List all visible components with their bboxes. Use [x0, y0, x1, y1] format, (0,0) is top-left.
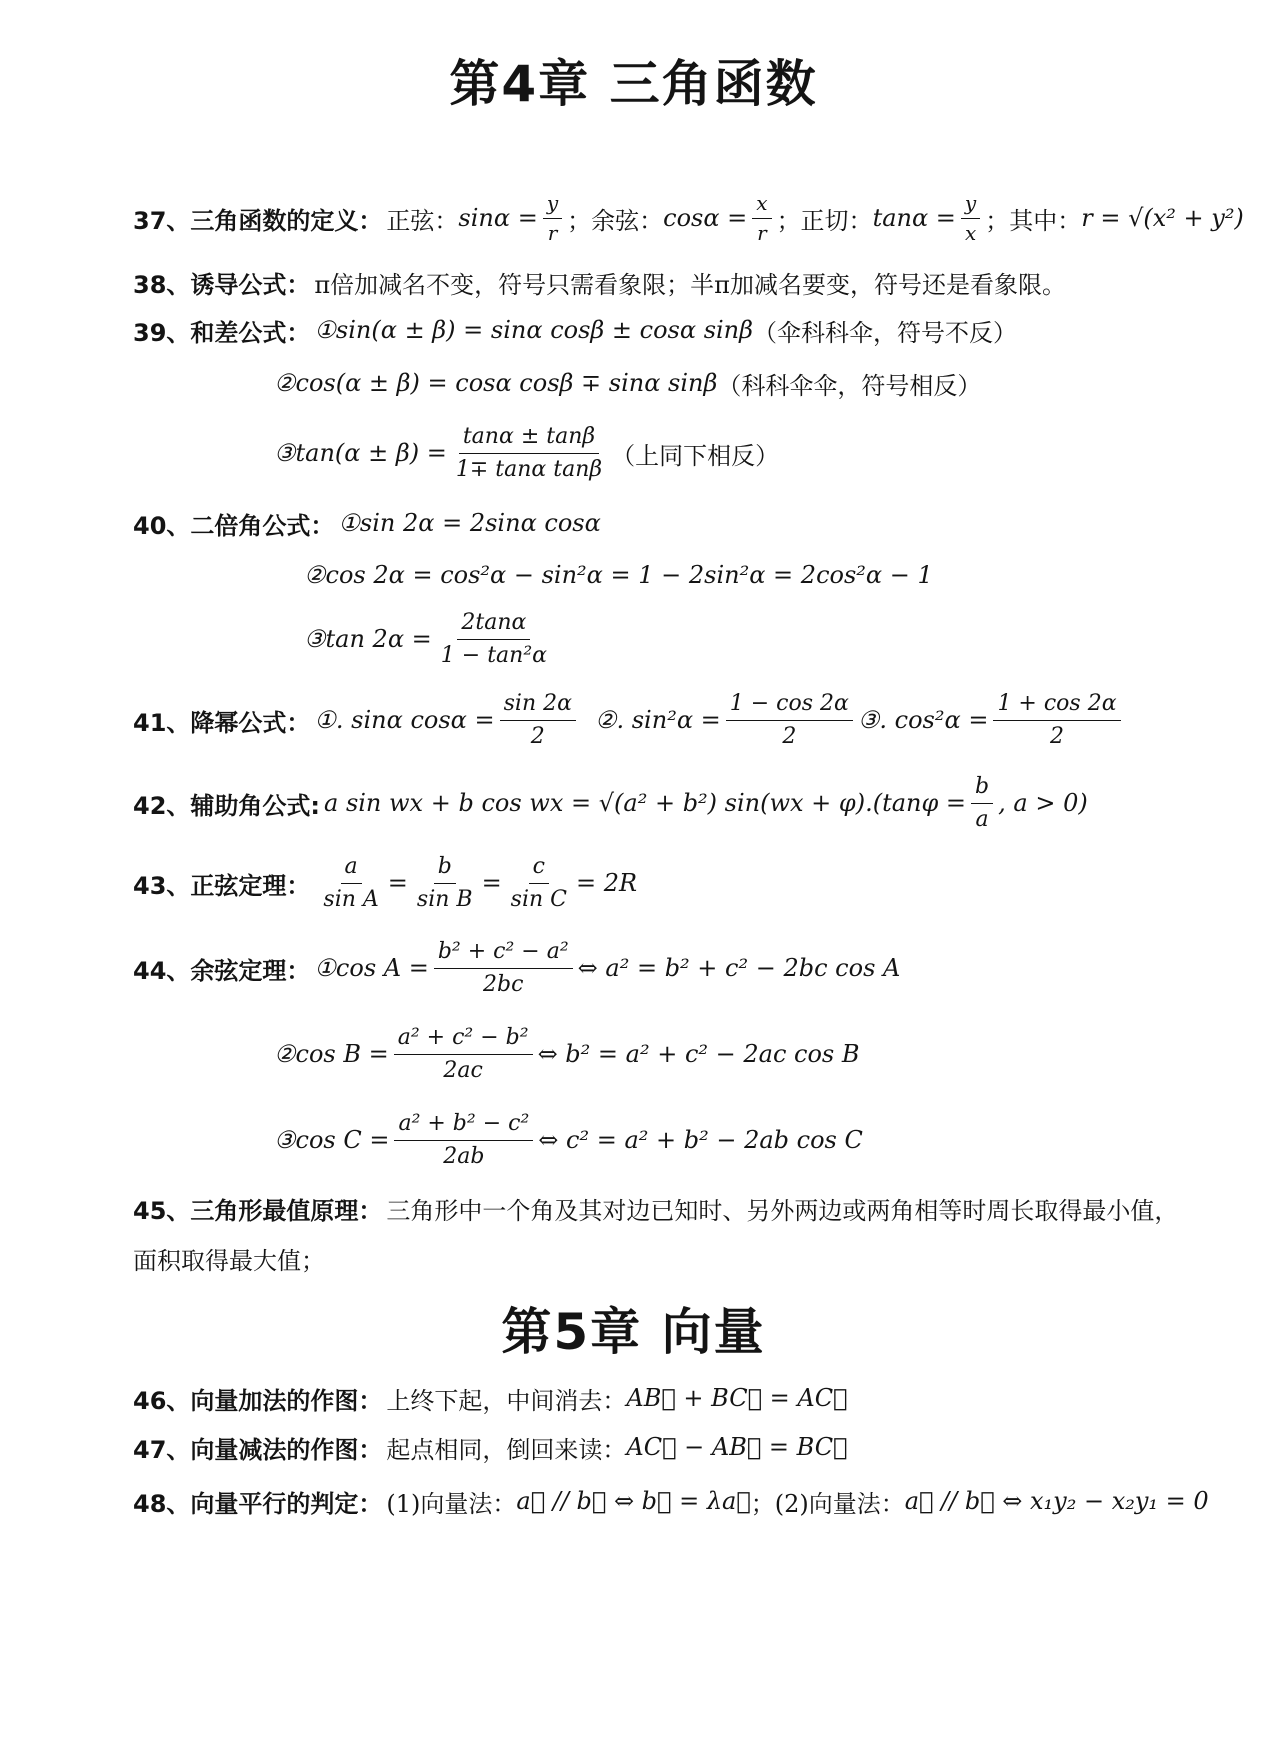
vector-subtraction: AC⃗ − AB⃗ = BC⃗	[626, 1433, 848, 1461]
vector-addition: AB⃗ + BC⃗ = AC⃗	[626, 1384, 848, 1412]
formula-43-label: 43、正弦定理：	[133, 871, 311, 900]
parallel-method-1: a⃗ // b⃗ ⇔ b⃗ = λa⃗	[516, 1487, 751, 1515]
reduce-2-lhs: ②. sin²α =	[594, 706, 721, 734]
sum-tangent-note: （上同下相反）	[611, 441, 780, 470]
cosine-fraction: $\frac{x}{r}$	[752, 192, 771, 245]
double-cosine: ②cos 2α = cos²α − sin²α = 1 − 2sin²α = 2cos²α − 1	[304, 561, 933, 589]
cosine-law-a-fraction: $\frac{\text{b² + c² − a²}}{2bc}$	[434, 939, 573, 997]
parallel-method-1-label: (1)向量法：	[386, 1489, 517, 1518]
double-tangent-lhs: ③tan 2α =	[304, 625, 432, 653]
sum-cosine-note: （科科伞伞，符号相反）	[717, 371, 982, 400]
formula-47-text: 起点相同，倒回来读：	[386, 1435, 627, 1464]
reduce-1-lhs: ①. sinα cosα =	[314, 706, 495, 734]
formula-45-line-1	[133, 1190, 1178, 1226]
aux-angle-expr: a sin wx + b cos wx = √(a² + b²) sin(wx + φ).(tanφ =	[324, 789, 967, 817]
formula-37-label: 37、三角函数的定义：	[133, 206, 383, 235]
formula-40-line-1	[133, 505, 601, 541]
formula-39-label: 39、和差公式：	[133, 318, 311, 347]
formula-44-line-3	[274, 1105, 863, 1175]
cosine-law-b-lhs: ②cos B =	[274, 1040, 389, 1068]
formula-39-line-3	[274, 420, 779, 486]
sine-label: 正弦：	[386, 206, 459, 235]
formula-45-text-1: 三角形中一个角及其对边已知时、另外两边或两角相等时周长取得最小值，	[386, 1196, 1179, 1225]
sine-law-b: $\frac{b}{\text{sin B}}$	[416, 854, 473, 912]
sine-law-2r: = 2R	[576, 869, 638, 897]
cosine-law-a-lhs: ①cos A =	[314, 954, 429, 982]
formula-39-line-1	[133, 312, 1017, 348]
sine-expr: sinα =	[458, 204, 538, 232]
formula-37	[133, 190, 1244, 246]
formula-38-text: π倍加减名不变，符号只需看象限；半π加减名要变，符号还是看象限。	[314, 270, 1066, 299]
formula-44-label: 44、余弦定理：	[133, 956, 311, 985]
sine-law-c: $\frac{c}{\text{sin C}}$	[510, 854, 567, 912]
sum-cosine: ②cos(α ± β) = cosα cosβ ∓ sinα sinβ	[274, 369, 718, 397]
double-tangent-fraction: $\frac{2\tan\alpha}{\text{1 − tan²α}}$	[440, 610, 547, 668]
formula-42-label: 42、辅助角公式:	[133, 791, 320, 820]
cosine-expr: cosα =	[663, 204, 748, 232]
reduce-3-lhs: ③. cos²α =	[857, 706, 989, 734]
formula-48	[133, 1483, 1209, 1519]
sum-tangent-lhs: ③tan(α ± β) =	[274, 439, 447, 467]
formula-44-line-1	[133, 933, 900, 1003]
formula-47-label: 47、向量减法的作图：	[133, 1435, 383, 1464]
tangent-expr: tanα =	[872, 204, 956, 232]
parallel-method-2-label: ；(2)向量法：	[750, 1489, 905, 1518]
formula-43: 43、正弦定理： $\frac{a}{\text{sin A}}$ = $\frac{b}{\text{sin B}}$ = $\frac{c}{\text{sin C}}$ = 2R	[133, 854, 638, 912]
sine-law-a: $\frac{a}{\text{sin A}}$	[323, 854, 379, 912]
formula-40-label: 40、二倍角公式：	[133, 511, 335, 540]
where-label: ；其中：	[985, 206, 1082, 235]
formula-40-line-2	[304, 557, 933, 593]
formula-38	[133, 264, 1066, 300]
radius-expr: r = √(x² + y²)	[1081, 204, 1244, 232]
chapter-4-title: 第4章 三角函数	[449, 55, 818, 113]
parallel-method-2: a⃗ // b⃗ ⇔ x₁y₂ − x₂y₁ = 0	[904, 1487, 1209, 1515]
formula-45-line-2	[133, 1240, 325, 1276]
reduce-1-fraction: $\frac{\sin 2\alpha}{2}$	[500, 691, 576, 749]
aux-angle-fraction: $\frac{b}{a}$	[971, 774, 993, 832]
tangent-label: ；正切：	[776, 206, 873, 235]
cosine-law-b-fraction: $\frac{\text{a² + c² − b²}}{2ac}$	[394, 1025, 533, 1083]
formula-38-label: 38、诱导公式：	[133, 270, 311, 299]
sum-sine-note: （伞科科伞，符号不反）	[753, 318, 1018, 347]
reduce-3-fraction: $\frac{1 + \cos 2\alpha}{2}$	[993, 691, 1120, 749]
formula-45-text-2: 面积取得最大值；	[133, 1246, 325, 1275]
cosine-law-c-fraction: $\frac{\text{a² + b² − c²}}{2ab}$	[394, 1111, 533, 1169]
sum-tangent-fraction: $\frac{\tan\alpha \pm \tan\beta}{\text{1∓ tanα tanβ}}$	[455, 424, 603, 482]
sum-sine: ①sin(α ± β) = sinα cosβ ± cosα sinβ	[314, 316, 754, 344]
formula-41	[133, 686, 1126, 754]
formula-41-label: 41、降幂公式：	[133, 708, 311, 737]
formula-39-line-2	[274, 365, 981, 401]
formula-46	[133, 1380, 847, 1416]
formula-44-line-2	[274, 1019, 860, 1089]
cosine-law-a-rhs: ⇔ a² = b² + c² − 2bc cos A	[577, 954, 901, 982]
formula-40-line-3	[304, 606, 556, 672]
aux-angle-condition: , a > 0)	[998, 789, 1088, 817]
formula-46-label: 46、向量加法的作图：	[133, 1386, 383, 1415]
reduce-2-fraction: $\frac{1 - \cos 2\alpha}{2}$	[726, 691, 853, 749]
chapter-5-title: 第5章 向量	[501, 1303, 766, 1361]
cosine-label: ；余弦：	[567, 206, 664, 235]
cosine-law-c-lhs: ③cos C =	[274, 1126, 390, 1154]
sine-fraction: $\frac{y}{r}$	[543, 192, 562, 245]
cosine-law-b-rhs: ⇔ b² = a² + c² − 2ac cos B	[537, 1040, 860, 1068]
tangent-fraction: $\frac{y}{x}$	[961, 192, 980, 245]
formula-46-text: 上终下起，中间消去：	[386, 1386, 627, 1415]
formula-47	[133, 1429, 847, 1465]
formula-42	[133, 770, 1088, 836]
double-sine: ①sin 2α = 2sinα cosα	[338, 509, 601, 537]
formula-48-label: 48、向量平行的判定：	[133, 1489, 383, 1518]
formula-45-label: 45、三角形最值原理：	[133, 1196, 383, 1225]
cosine-law-c-rhs: ⇔ c² = a² + b² − 2ab cos C	[538, 1126, 863, 1154]
